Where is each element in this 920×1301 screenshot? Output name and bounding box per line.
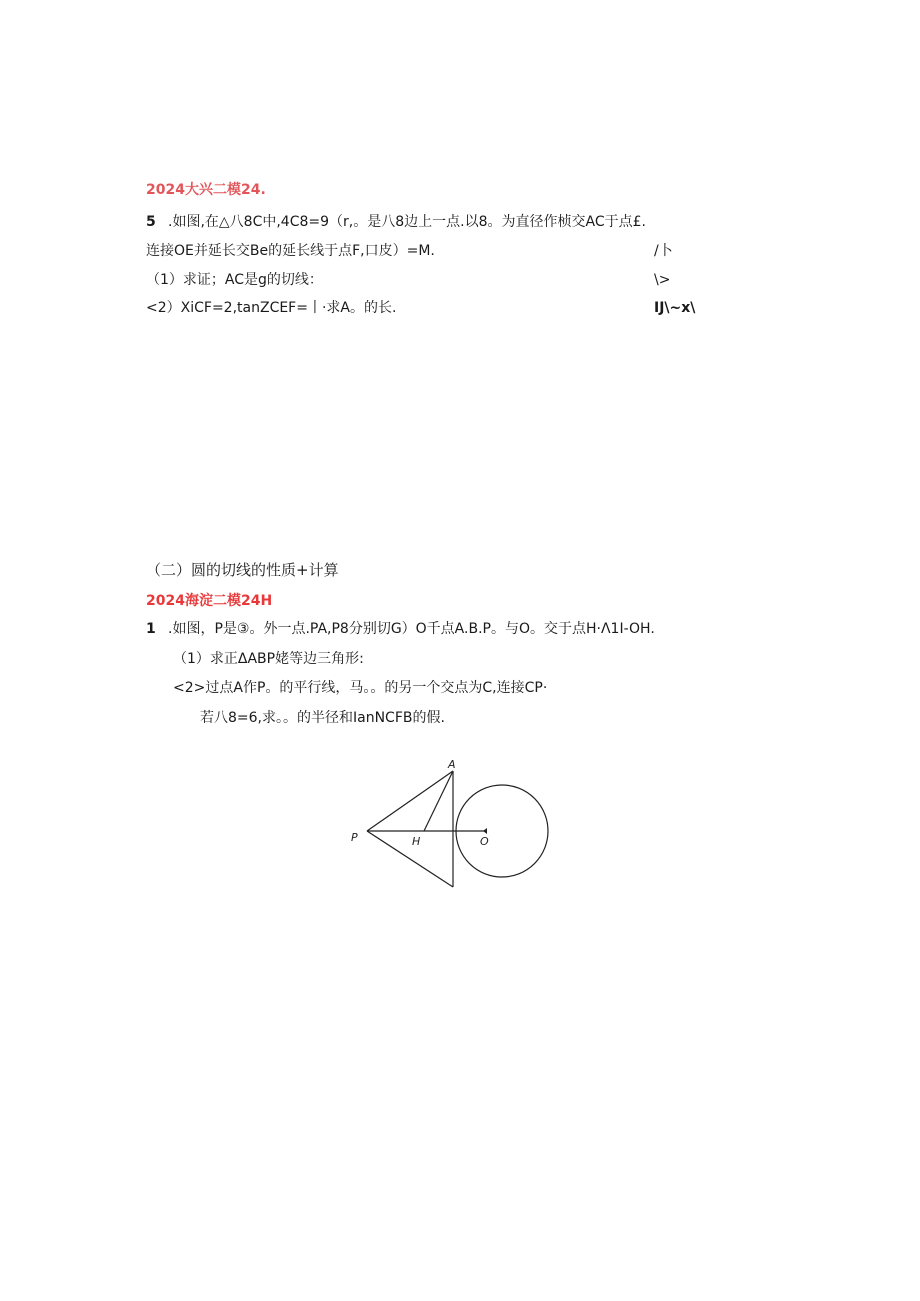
label-p: P [351,831,358,844]
tangent-pa [367,771,453,831]
problem2-source: 2024海淀二模24H [146,593,273,609]
problem2-statement-line1: .如图，P是③。外一点.PA,P8分别切G）O千点A.B.P。与O。交于点H·Λ1I-OH. [168,621,655,637]
problem1-figure-fragment-1: /卜 [654,243,673,259]
section-heading: （二）圆的切线的性质+计算 [146,561,339,579]
problem1-part1: （1）求证；AC是g的切线： [146,272,323,288]
problem2-part3: 若八8=6,求。。的半径和IanNCFB的假. [200,710,445,726]
problem1-figure-fragment-2: \> [654,272,671,288]
problem2-part2: <2>过点A作P。的平行线，马。。的另一个交点为C,连接CP· [173,680,548,696]
label-o: O [480,835,489,848]
problem1-figure-fragment-3: IJ\~x\ [654,300,696,316]
segment-ha [424,771,453,831]
problem2-part1: （1）求正ΔABP姥等边三角形: [173,651,364,667]
problem1-source: 2024大兴二模24. [146,182,266,198]
problem1-number: 5 [146,214,156,230]
problem1-statement-line1: .如图,在△八8C中,4C8=9（r,。是八8边上一点.以8。为直径作桢交AC于点£. [168,214,646,230]
tangent-pb [367,831,453,887]
problem1-part2: <2）XiCF=2,tanZCEF=丨·求A。的长. [146,300,397,316]
label-h: H [412,835,421,848]
problem1-statement-line2: 连接OE并延长交Be的延长线于点F,口皮）=M. [146,243,435,259]
line-po-arrowhead [483,828,487,834]
geometry-figure [345,755,560,890]
problem2-number: 1 [146,621,156,637]
label-a: A [448,758,456,771]
